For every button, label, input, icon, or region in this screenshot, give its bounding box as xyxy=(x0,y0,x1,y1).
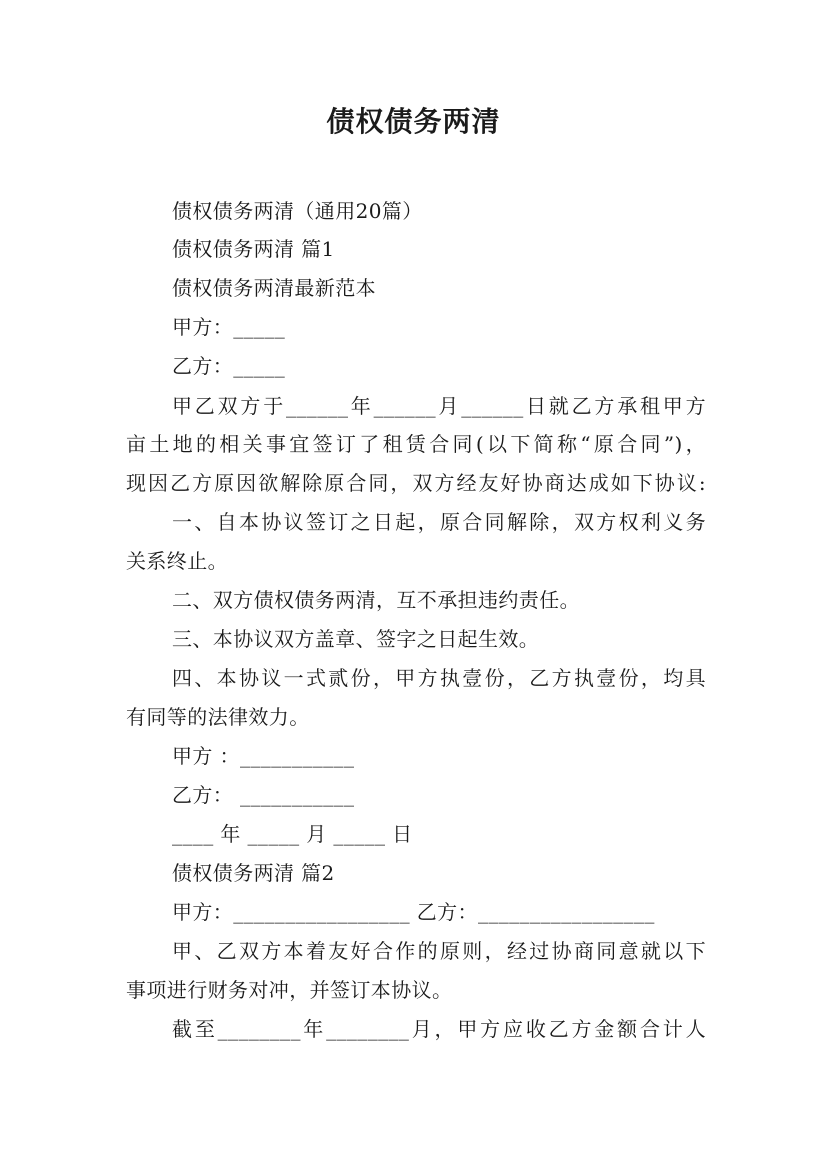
text-line: 亩土地的相关事宜签订了租赁合同(以下简称“原合同”)， xyxy=(126,432,706,456)
section-heading: 债权债务两清 篇2 xyxy=(172,861,335,885)
text-line: 事项进行财务对冲，并签订本协议。 xyxy=(126,978,453,1002)
text-line: 三、本协议双方盖章、签字之日起生效。 xyxy=(172,627,540,651)
text-line: 甲方：_____ xyxy=(172,315,286,339)
text-line: 四、本协议一式贰份，甲方执壹份，乙方执壹份，均具 xyxy=(172,666,706,690)
text-line: 一、自本协议签订之日起，原合同解除，双方权利义务 xyxy=(172,510,706,534)
date-line: ____ 年 _____ 月 _____ 日 xyxy=(172,822,413,846)
text-line: 截至________年________月，甲方应收乙方金额合计人 xyxy=(172,1017,706,1041)
text-line: 债权债务两清最新范本 xyxy=(172,276,376,300)
text-line: 关系终止。 xyxy=(126,549,228,573)
text-line: 债权债务两清（通用20篇） xyxy=(172,199,423,223)
text-line: 乙方：_____ xyxy=(172,354,286,378)
text-line: 现因乙方原因欲解除原合同，双方经友好协商达成如下协议: xyxy=(126,471,706,495)
text-line: 甲、乙双方本着友好合作的原则，经过协商同意就以下 xyxy=(172,939,706,963)
text-line: 甲乙双方于______年______月______日就乙方承租甲方 xyxy=(172,394,706,418)
text-line: 二、双方债权债务两清，互不承担违约责任。 xyxy=(172,588,580,612)
signature-line-party-b: 乙方： ___________ xyxy=(172,783,355,807)
text-line: 有同等的法律效力。 xyxy=(126,705,310,729)
text-line: 债权债务两清 篇1 xyxy=(172,237,335,261)
parties-line: 甲方：_________________ 乙方：_________________ xyxy=(172,900,655,924)
signature-line-party-a: 甲方 ：___________ xyxy=(172,744,355,768)
document-title: 债权债务两清 xyxy=(326,105,501,138)
